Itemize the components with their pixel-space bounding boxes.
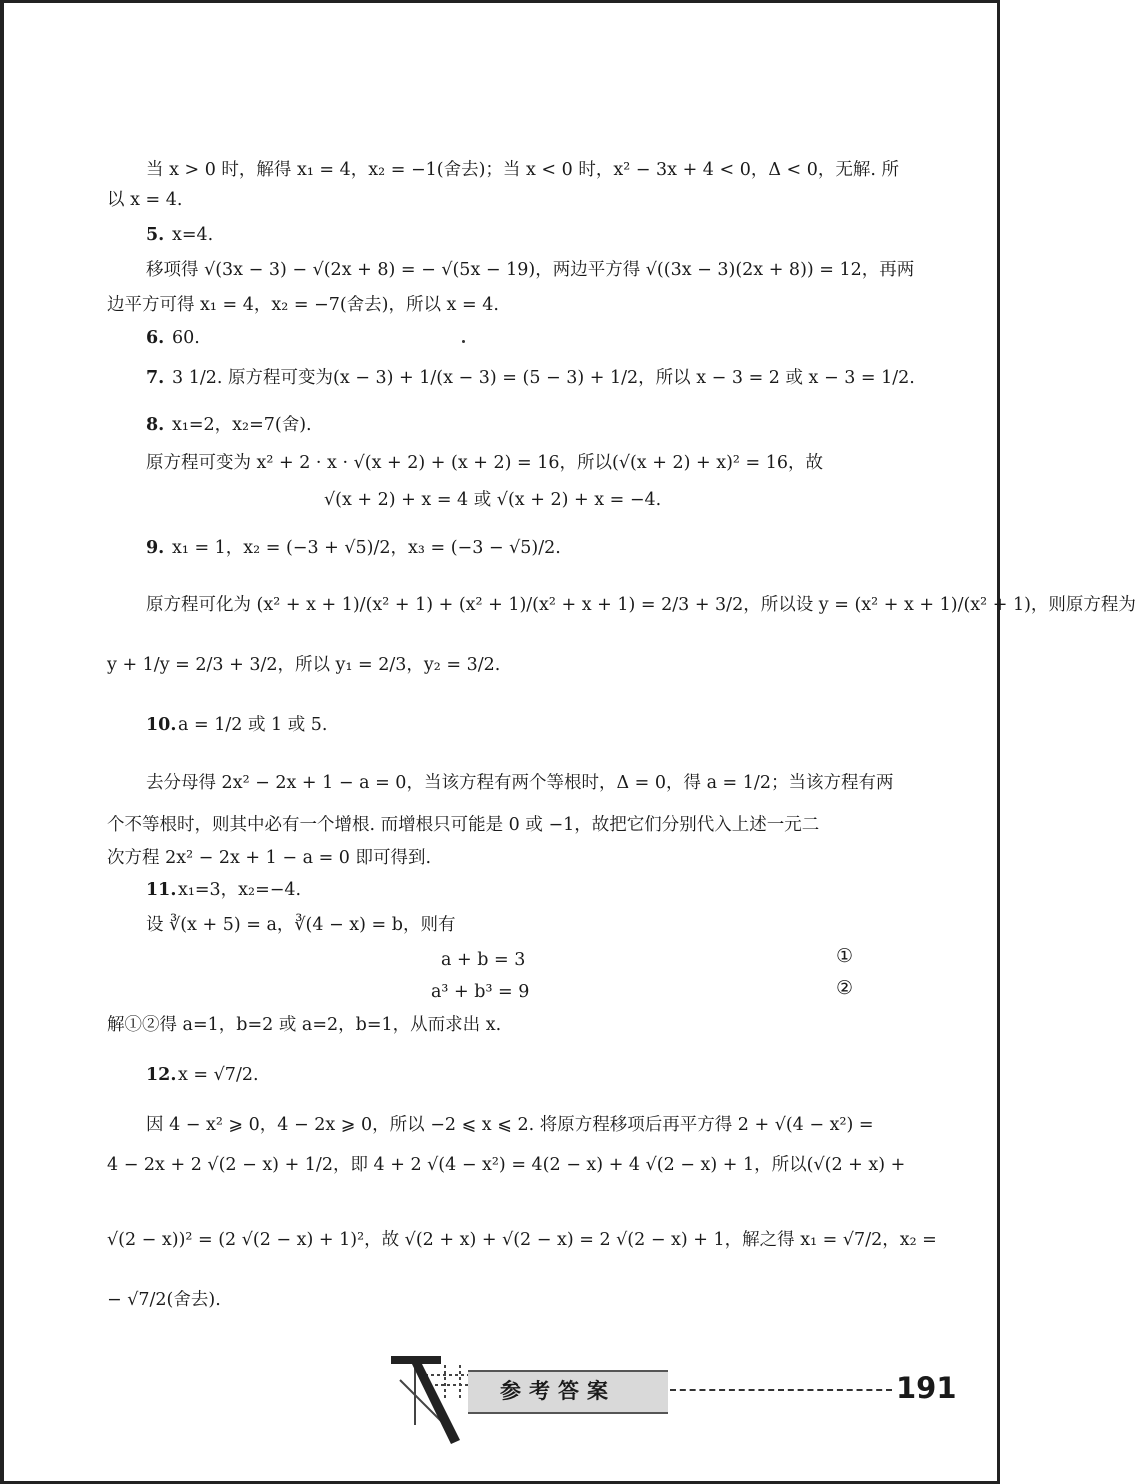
question-number: 11. — [146, 880, 177, 900]
answer-text: 去分母得 2x² − 2x + 1 − a = 0，当该方程有两个等根时，Δ = 0，得 a = 1/2；当该方程有两 — [146, 773, 894, 793]
question-number: 12. — [146, 1065, 177, 1085]
footer-section-title: 参考答案 — [500, 1379, 616, 1403]
answer-text: 当 x > 0 时，解得 x₁ = 4，x₂ = −1(舍去)；当 x < 0 时，x² − 3x + 4 < 0，Δ < 0，无解. 所 — [146, 160, 900, 180]
text-line — [0, 1145, 1000, 1185]
page-number: 191 — [896, 1371, 957, 1405]
text-line — [0, 1105, 1000, 1145]
question-number: 10. — [146, 715, 177, 735]
equation-marker-1: ① — [836, 945, 854, 967]
answer-text: x₁=2，x₂=7(舍). — [172, 415, 312, 435]
answer-text: a³ + b³ = 9 — [431, 982, 530, 1002]
answer-text: 以 x = 4. — [107, 190, 183, 210]
text-line — [0, 1280, 1000, 1320]
text-line — [0, 1055, 1000, 1095]
text-line — [0, 405, 1000, 445]
answer-text: 60. — [172, 328, 200, 348]
text-line — [0, 250, 1000, 290]
answer-text: √(x + 2) + x = 4 或 √(x + 2) + x = −4. — [324, 490, 662, 510]
answer-text: 原方程可变为 x² + 2 · x · √(x + 2) + (x + 2) = 16，所以(√(x + 2) + x)² = 16，故 — [146, 453, 823, 473]
answer-text: x=4. — [172, 225, 214, 245]
scan-speck — [462, 340, 465, 343]
text-line — [0, 1005, 1000, 1045]
answer-text: x = √7/2. — [178, 1065, 259, 1085]
text-line — [0, 705, 1000, 745]
answer-text: 3 1/2. 原方程可变为(x − 3) + 1/(x − 3) = (5 − 3) + 1/2，所以 x − 3 = 2 或 x − 3 = 1/2. — [172, 368, 915, 388]
answer-text: 因 4 − x² ⩾ 0，4 − 2x ⩾ 0，所以 −2 ⩽ x ⩽ 2. 将原方程移项后再平方得 2 + √(4 − x²) = — [146, 1115, 874, 1135]
footer-dashed-rule — [670, 1389, 892, 1391]
answer-text: a = 1/2 或 1 或 5. — [178, 715, 328, 735]
text-line — [0, 318, 1000, 358]
question-number: 8. — [146, 415, 165, 435]
answer-text: a + b = 3 — [441, 950, 526, 970]
text-line — [0, 1220, 1000, 1260]
question-number: 9. — [146, 538, 165, 558]
text-line — [0, 358, 1000, 398]
answer-text: 移项得 √(3x − 3) − √(2x + 8) = − √(5x − 19)，两边平方得 √((3x − 3)(2x + 8)) = 12，再两 — [146, 260, 915, 280]
text-line — [0, 870, 1000, 910]
answer-text: 4 − 2x + 2 √(2 − x) + 1/2，即 4 + 2 √(4 − x²) = 4(2 − x) + 4 √(2 − x) + 1，所以(√(2 + x) + — [107, 1155, 906, 1175]
answer-text: 解①②得 a=1，b=2 或 a=2，b=1，从而求出 x. — [107, 1015, 502, 1035]
text-line — [0, 480, 1000, 520]
answer-text: 边平方可得 x₁ = 4，x₂ = −7(舍去)，所以 x = 4. — [107, 295, 499, 315]
answer-text: 个不等根时，则其中必有一个增根. 而增根只可能是 0 或 −1，故把它们分别代入上述一元二 — [107, 815, 820, 835]
answer-text: √(2 − x))² = (2 √(2 − x) + 1)²，故 √(2 + x) + √(2 − x) = 2 √(2 − x) + 1，解之得 x₁ = √7/2，x₂ = — [107, 1230, 937, 1250]
text-line — [0, 443, 1000, 483]
question-number: 6. — [146, 328, 165, 348]
answer-text: 设 ∛(x + 5) = a，∛(4 − x) = b，则有 — [146, 915, 456, 935]
text-line — [0, 763, 1000, 803]
text-line — [0, 585, 1136, 625]
equation-marker-2: ② — [836, 977, 854, 999]
answer-text: − √7/2(舍去). — [107, 1290, 221, 1310]
text-line — [0, 905, 1000, 945]
question-number: 7. — [146, 368, 165, 388]
answer-text: 次方程 2x² − 2x + 1 − a = 0 即可得到. — [107, 848, 432, 868]
scan-border-top — [0, 0, 1000, 3]
text-line — [0, 528, 1000, 568]
text-line — [0, 180, 1000, 220]
answer-text: x₁ = 1，x₂ = (−3 + √5)/2，x₃ = (−3 − √5)/2. — [172, 538, 561, 558]
answer-text: x₁=3，x₂=−4. — [178, 880, 302, 900]
text-line — [0, 215, 1000, 255]
answer-text: 原方程可化为 (x² + x + 1)/(x² + 1) + (x² + 1)/(x² + x + 1) = 2/3 + 3/2，所以设 y = (x² + x + 1)/(x² + 1)，则原方程为 — [146, 595, 1136, 615]
question-number: 5. — [146, 225, 165, 245]
answer-text: y + 1/y = 2/3 + 3/2，所以 y₁ = 2/3，y₂ = 3/2. — [107, 655, 501, 675]
text-line — [0, 645, 1000, 685]
